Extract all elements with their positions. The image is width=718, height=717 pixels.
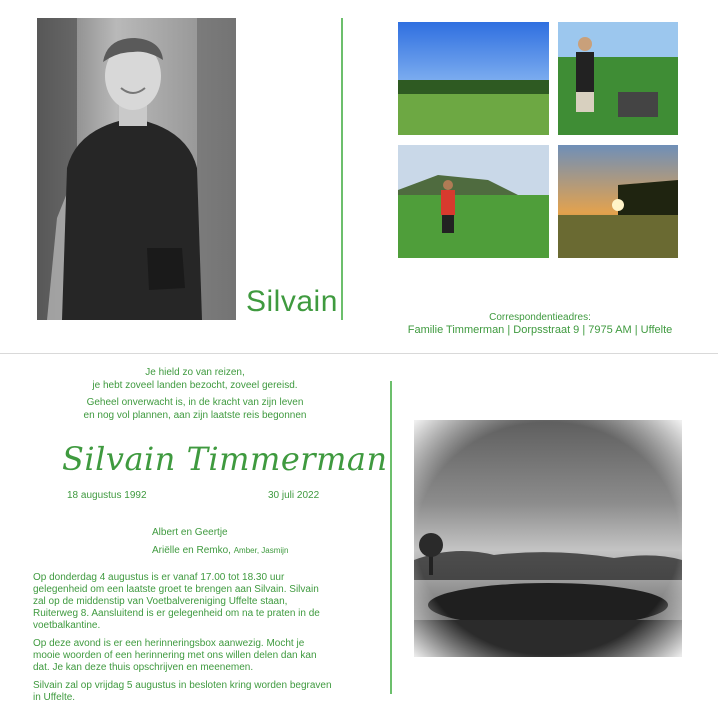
address-label: Correspondentieadres: bbox=[489, 312, 591, 323]
full-name-text: Silvain Timmerman bbox=[62, 440, 388, 478]
front-name-text: Silvain bbox=[246, 285, 338, 318]
verse-line: Geheel onverwacht is, in de kracht van zijn leven bbox=[86, 397, 304, 408]
birth-date: 18 augustus 1992 bbox=[67, 490, 147, 501]
verse bbox=[30, 366, 360, 422]
family-parents: Albert en Geertje bbox=[152, 527, 228, 538]
front-name bbox=[246, 285, 338, 319]
announcement-paragraph: Op deze avond is er een herinneringsbox aanwezig. Mocht je mooie woorden of een herinnering met ons willen delen dan kan dat. Je kan deze thuis opschrijven en meenemen. bbox=[33, 638, 317, 673]
back-divider-line bbox=[390, 381, 392, 694]
golf-course-photo bbox=[398, 22, 549, 135]
address-line: Familie Timmerman | Dorpsstraat 9 | 7975 AM | Uffelte bbox=[407, 324, 673, 336]
golfer-trolley-photo bbox=[558, 22, 678, 135]
family-list bbox=[152, 524, 288, 560]
verse-line: Je hield zo van reizen, bbox=[145, 367, 245, 378]
announcement-paragraph: Silvain zal op vrijdag 5 augustus in besloten kring worden begraven in Uffelte. bbox=[33, 680, 332, 703]
family-children: Amber, Jasmijn bbox=[233, 546, 289, 555]
verse-line: je hebt zoveel landen bezocht, zoveel gereisd. bbox=[92, 380, 298, 391]
sunset-golf-photo bbox=[558, 145, 678, 258]
misty-golf-course-photo bbox=[414, 420, 682, 657]
family-siblings-line bbox=[152, 542, 288, 560]
verse-line: en nog vol plannen, aan zijn laatste reis begonnen bbox=[83, 410, 307, 421]
announcement-text bbox=[33, 572, 333, 710]
full-name bbox=[62, 440, 388, 478]
portrait-photo bbox=[37, 18, 236, 320]
front-divider-line bbox=[341, 18, 343, 320]
death-date: 30 juli 2022 bbox=[268, 490, 320, 501]
golfer-red-shirt-photo bbox=[398, 145, 549, 258]
family-siblings: Ariëlle en Remko, bbox=[152, 545, 231, 556]
announcement-paragraph: Op donderdag 4 augustus is er vanaf 17.00 tot 18.30 uur gelegenheid om een laatste groet te brengen aan Silvain. Silvain zal op de middenstip van Voetbalvereniging Uffelte staan, Ruiterweg 8. Aansluitend is er gelegenheid om na te praten in de voetbalkantine. bbox=[33, 572, 320, 631]
panel-divider bbox=[0, 353, 718, 354]
